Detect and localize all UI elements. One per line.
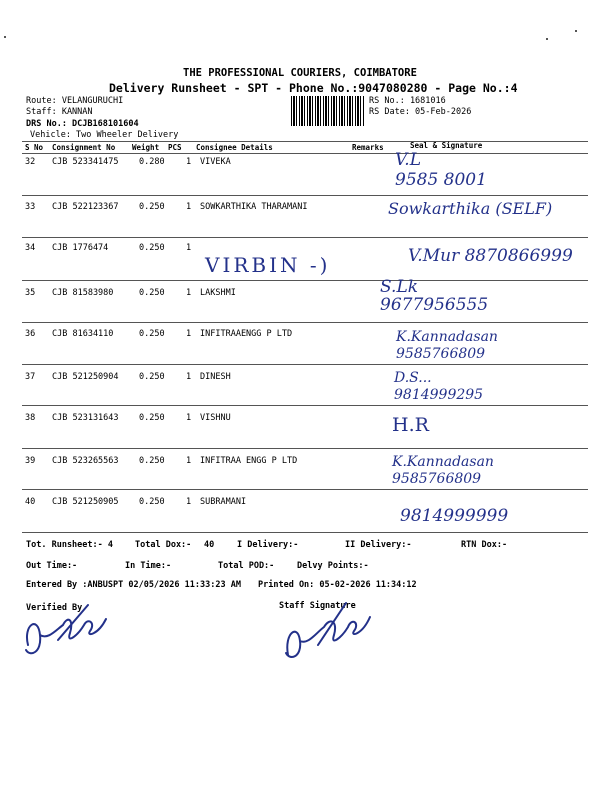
in-time: In Time:-: [125, 561, 172, 571]
row-sno: 34: [25, 243, 36, 253]
row-signature: K.Kannadasan 9585766809: [392, 454, 494, 487]
staff-signature-label: Staff Signature: [279, 601, 356, 611]
row-signature: H.R: [392, 414, 429, 436]
row-consignee: SOWKARTHIKA THARAMANI: [200, 202, 308, 212]
row-sno: 40: [25, 497, 36, 507]
row-consignment: CJB 523131643: [52, 413, 119, 423]
row-consignee: INFITRAA ENGG P LTD: [200, 456, 298, 466]
scan-speck: [4, 36, 6, 38]
rs-date: RS Date: 05-Feb-2026: [369, 107, 472, 117]
row-consignee: VISHNU: [200, 413, 231, 423]
row-signature: 9814999999: [400, 506, 509, 526]
row-weight: 0.250: [139, 288, 165, 298]
row-consignee: SUBRAMANI: [200, 497, 247, 507]
row-signature: K.Kannadasan 9585766809: [396, 329, 498, 362]
entered-by: Entered By :ANBUSPT 02/05/2026 11:33:23 AM: [26, 580, 241, 590]
col-weight: Weight: [132, 143, 160, 152]
row34-handwritten-name: VIRBIN -): [205, 253, 331, 277]
row-consignee: LAKSHMI: [200, 288, 236, 298]
row-consignment: CJB 81583980: [52, 288, 114, 298]
scan-speck: [546, 38, 548, 40]
row-sno: 32: [25, 157, 36, 167]
row-weight: 0.250: [139, 497, 165, 507]
verified-by-signature: [18, 595, 118, 665]
ii-delivery: II Delivery:-: [345, 540, 412, 550]
verified-by-label: Verified By: [26, 603, 83, 613]
row-weight: 0.250: [139, 456, 165, 466]
total-pod: Total POD:-: [218, 561, 275, 571]
col-sno: S No: [25, 143, 44, 152]
out-time: Out Time:-: [26, 561, 78, 571]
table-header-rule: [22, 153, 588, 154]
col-pcs: PCS: [168, 143, 182, 152]
row-signature: Sowkarthika (SELF): [388, 199, 553, 218]
vehicle-label: Vehicle: Two Wheeler Delivery: [30, 130, 179, 140]
row-consignment: CJB 1776474: [52, 243, 109, 253]
company-title: THE PROFESSIONAL COURIERS, COIMBATORE: [183, 67, 417, 79]
route-label: Route: VELANGURUCHI: [26, 96, 124, 106]
row-consignment: CJB 523341475: [52, 157, 119, 167]
row-pcs: 1: [186, 413, 192, 423]
i-delivery: I Delivery:-: [237, 540, 299, 550]
row-pcs: 1: [186, 202, 192, 212]
row-signature: S.Lk 9677956555: [380, 277, 489, 315]
col-consignee: Consignee Details: [196, 143, 273, 152]
row-weight: 0.250: [139, 243, 165, 253]
row-consignment: CJB 522123367: [52, 202, 119, 212]
staff-signature: [280, 595, 380, 665]
row-divider: [22, 364, 588, 365]
runsheet-subtitle: Delivery Runsheet - SPT - Phone No.:9047080280 - Page No.:4: [109, 81, 518, 95]
table-bottom-rule: [22, 532, 588, 533]
row-divider: [22, 237, 588, 238]
row-pcs: 1: [186, 372, 192, 382]
printed-on: Printed On: 05-02-2026 11:34:12: [258, 580, 417, 590]
row-weight: 0.280: [139, 157, 165, 167]
rs-number: RS No.: 1681016: [369, 96, 446, 106]
scan-speck: [575, 30, 577, 32]
row-sno: 35: [25, 288, 36, 298]
row-sno: 39: [25, 456, 36, 466]
row-weight: 0.250: [139, 202, 165, 212]
row-consignee: DINESH: [200, 372, 231, 382]
row-sno: 33: [25, 202, 36, 212]
row-divider: [22, 405, 588, 406]
row-pcs: 1: [186, 329, 192, 339]
row-consignee: VIVEKA: [200, 157, 231, 167]
row-consignee: INFITRAAENGG P LTD: [200, 329, 293, 339]
delvy-points: Delvy Points:-: [297, 561, 369, 571]
rtn-dox: RTN Dox:-: [461, 540, 508, 550]
row-consignment: CJB 523265563: [52, 456, 119, 466]
row-pcs: 1: [186, 456, 192, 466]
staff-label: Staff: KANNAN: [26, 107, 93, 117]
row-consignment: CJB 521250904: [52, 372, 119, 382]
row-signature: V.Mur 8870866999: [408, 246, 573, 266]
total-dox-label: Total Dox:-: [135, 540, 192, 550]
row-signature: V.L 9585 8001: [395, 150, 487, 190]
row-divider: [22, 448, 588, 449]
row-consignment: CJB 81634110: [52, 329, 114, 339]
row-weight: 0.250: [139, 329, 165, 339]
row-pcs: 1: [186, 243, 192, 253]
row-pcs: 1: [186, 497, 192, 507]
tot-runsheet: Tot. Runsheet:- 4: [26, 540, 113, 550]
row-signature: D.S... 9814999295: [394, 370, 484, 403]
drs-number: DRS No.: DCJB168101604: [26, 119, 139, 129]
row-pcs: 1: [186, 157, 192, 167]
row-sno: 37: [25, 372, 36, 382]
row-consignment: CJB 521250905: [52, 497, 119, 507]
row-divider: [22, 280, 588, 281]
row-sno: 38: [25, 413, 36, 423]
row-divider: [22, 195, 588, 196]
total-dox-value: 40: [204, 540, 215, 550]
barcode: [291, 96, 365, 126]
row-weight: 0.250: [139, 413, 165, 423]
row-pcs: 1: [186, 288, 192, 298]
col-remarks: Remarks: [352, 143, 384, 152]
col-seal: Seal & Signature: [410, 141, 483, 150]
row-sno: 36: [25, 329, 36, 339]
table-top-rule: [22, 141, 588, 142]
row-divider: [22, 489, 588, 490]
col-consignment: Consignment No: [52, 143, 116, 152]
row-divider: [22, 322, 588, 323]
row-weight: 0.250: [139, 372, 165, 382]
